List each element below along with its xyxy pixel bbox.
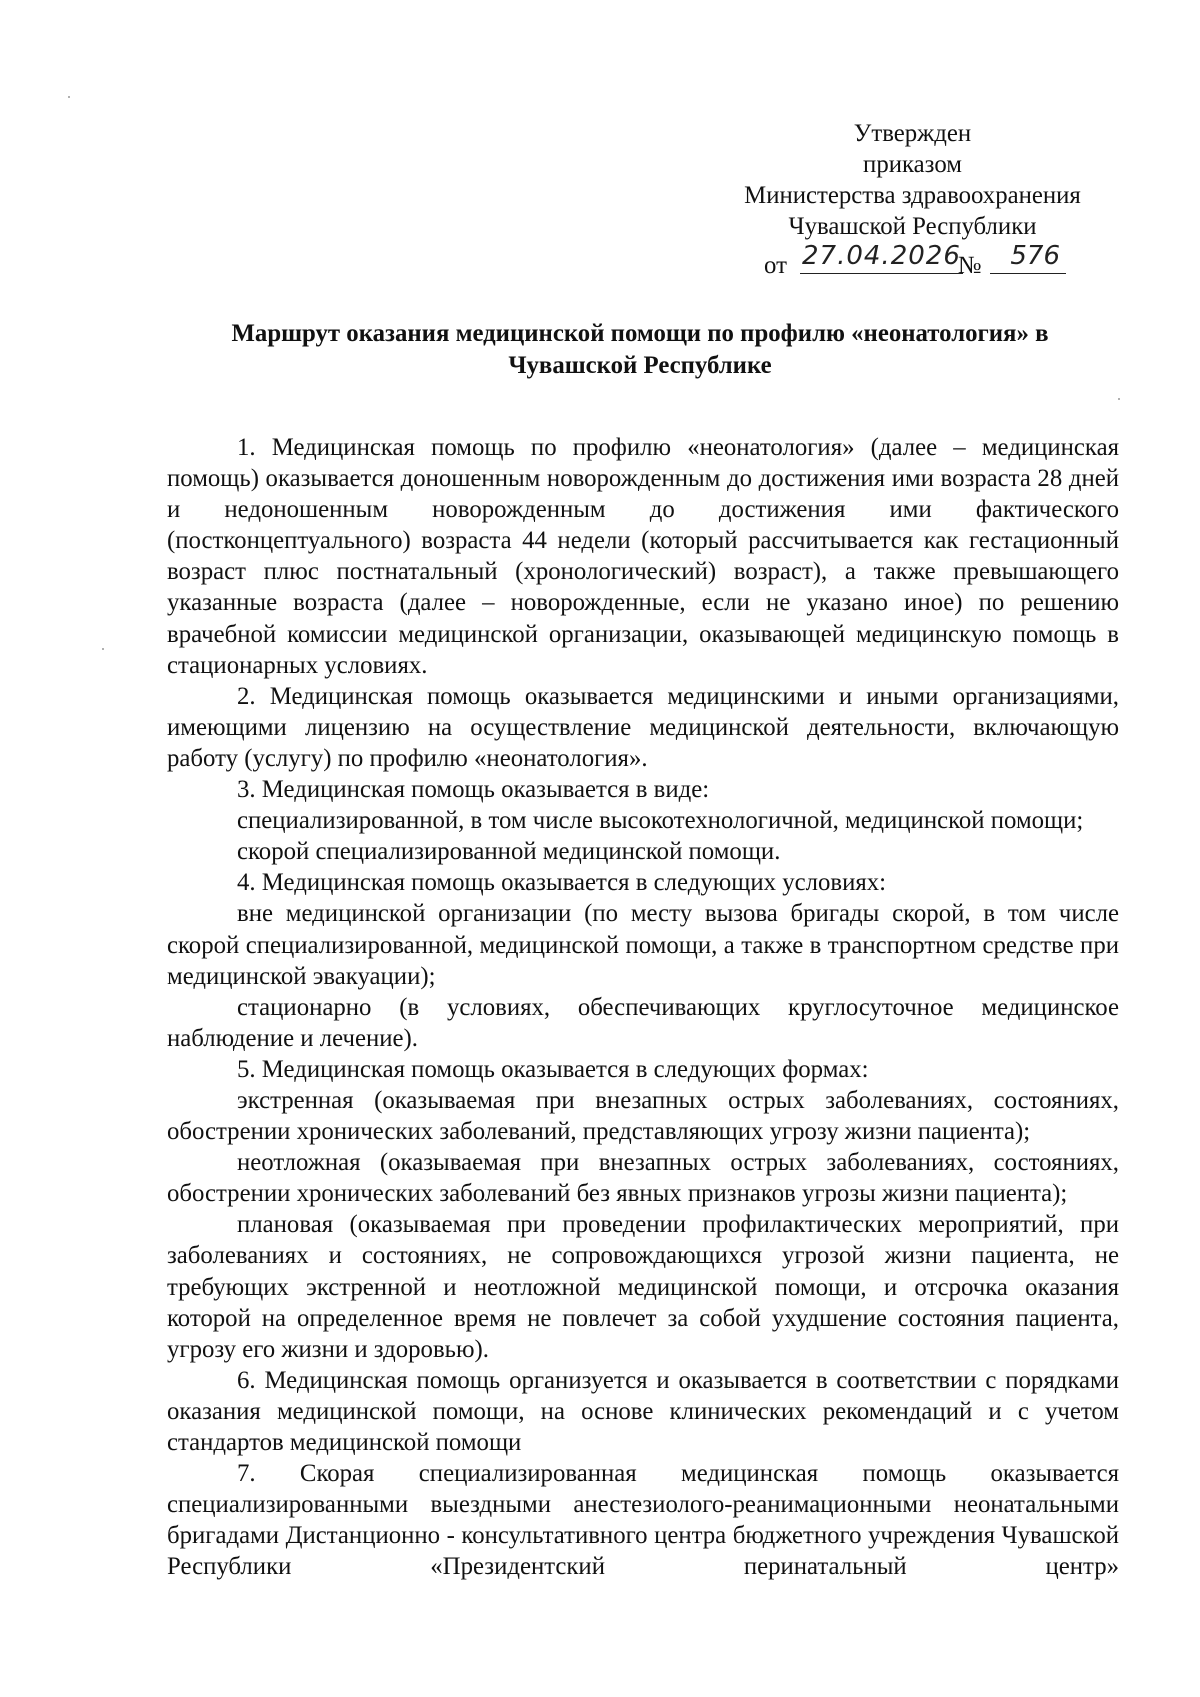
scan-speck — [1118, 398, 1120, 400]
approval-line-ministry: Министерства здравоохранения — [744, 182, 1081, 209]
approval-line-order: приказом — [863, 151, 962, 178]
title-line-2: Чувашской Республике — [508, 352, 772, 379]
date-prefix: от — [764, 252, 787, 279]
paragraph-3-item-1: специализированной, в том числе высокотехнологичной, медицинской помощи; — [237, 807, 1084, 835]
scan-speck — [68, 96, 70, 98]
paragraph-3-item-2: скорой специализированной медицинской помощи. — [237, 838, 781, 866]
paragraph-2: 2. Медицинская помощь оказывается медицинскими и иными организациями, имеющими лицензию на осуществление медицинской деятельности, включающую работу (услугу) по профилю «неонатология». — [167, 682, 1119, 772]
approval-date-number — [690, 243, 1135, 285]
approval-stamp — [690, 118, 1135, 285]
number-prefix: № — [958, 252, 982, 279]
paragraph-6: 6. Медицинская помощь организуется и оказывается в соответствии с порядками оказания медицинской помощи, на основе клинических рекомендаций и с учетом стандартов медицинской помощи — [167, 1366, 1119, 1456]
paragraph-5-item-3: плановая (оказываемая при проведении профилактических мероприятий, при заболеваниях и состояниях, не сопровождающихся угрозой жизни пациента, не требующих экстренной и неотложной медицинской помощи, и отсрочка оказания которой на определенное время не повлечет за собой ухудшение состояния пациента, угрозу его жизни и здоровью). — [167, 1211, 1119, 1363]
paragraph-1: 1. Медицинская помощь по профилю «неонатология» (далее – медицинская помощь) оказывается доношенным новорожденным до достижения ими возраста 28 дней и недоношенным новорожденным до достижения ими фактического (постконцептуального) возраста 44 недели (который рассчитывается как гестационный возраст плюс постнатальный (хронологический) возраст), а также превышающего указанные возраста (далее – новорожденные, если не указано иное) по решению врачебной комиссии медицинской организации, оказывающей медицинскую помощь в стационарных условиях. — [167, 434, 1119, 679]
document-body — [167, 432, 1119, 1582]
document-title — [160, 318, 1120, 382]
paragraph-4-item-2: стационарно (в условиях, обеспечивающих круглосуточное медицинское наблюдение и лечение). — [167, 993, 1119, 1052]
paragraph-3: 3. Медицинская помощь оказывается в виде: — [237, 776, 710, 804]
paragraph-5-item-2: неотложная (оказываемая при внезапных острых заболеваниях, состояниях, обострении хронических заболеваний без явных признаков угрозы жизни пациента); — [167, 1149, 1119, 1208]
paragraph-4: 4. Медицинская помощь оказывается в следующих условиях: — [237, 869, 887, 897]
approval-line-republic: Чувашской Республики — [788, 213, 1037, 240]
paragraph-5: 5. Медицинская помощь оказывается в следующих формах: — [237, 1055, 869, 1083]
handwritten-date: 27.04.2026 — [800, 239, 963, 274]
paragraph-7: 7. Скорая специализированная медицинская помощь оказывается специализированными выездными анестезиолого-реанимационными неонатальными бригадами Дистанционно - консультативного центра бюджетного учреждения Чувашской Республики «Президентский перинатальный центр» — [167, 1460, 1119, 1581]
handwritten-number: 576 — [990, 239, 1066, 274]
title-line-1: Маршрут оказания медицинской помощи по профилю «неонатология» в — [231, 320, 1049, 347]
scan-speck — [102, 648, 104, 650]
approval-line-approved: Утвержден — [853, 120, 972, 147]
paragraph-5-item-1: экстренная (оказываемая при внезапных острых заболеваниях, состояниях, обострении хронических заболеваний, представляющих угрозу жизни пациента); — [167, 1086, 1119, 1146]
paragraph-4-item-1: вне медицинской организации (по месту вызова бригады скорой, в том числе скорой специализированной, медицинской помощи, а также в транспортном средстве при медицинской эвакуации); — [167, 900, 1119, 990]
